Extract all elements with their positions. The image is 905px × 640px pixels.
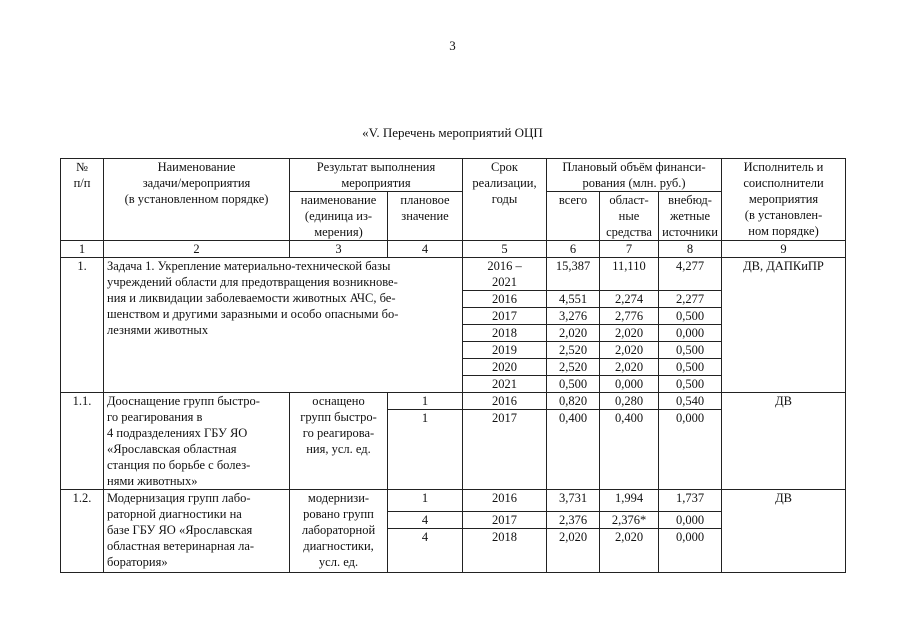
m11-year: 2016 xyxy=(463,393,547,410)
m11-extra: 0,540 xyxy=(659,393,722,410)
text-line: 2021 xyxy=(492,377,517,391)
task1-total: 0,500 xyxy=(547,376,600,393)
header-financing xyxy=(547,159,722,192)
text-line: Дооснащение групп быстро- xyxy=(107,394,260,408)
m12-plan: 4 xyxy=(388,529,463,573)
m11-year: 2017 xyxy=(463,410,547,490)
m12-total: 2,376 xyxy=(547,512,600,529)
task1-regional: 0,000 xyxy=(600,376,659,393)
task1-regional: 2,020 xyxy=(600,325,659,342)
text-line: (единица из- xyxy=(304,209,373,223)
text-line: Наименование xyxy=(157,160,236,174)
text-line: № xyxy=(76,160,88,174)
text-line: Задача 1. Укрепление материально-технической базы xyxy=(107,259,391,273)
task1-extra: 0,500 xyxy=(659,342,722,359)
text-line: (в установлен- xyxy=(744,208,823,222)
header-regional xyxy=(600,192,659,241)
text-line: 2018 xyxy=(492,326,517,340)
text-line: боратория» xyxy=(107,555,168,569)
text-line: мероприятия xyxy=(748,192,819,206)
text-line: лезнями животных xyxy=(107,323,209,337)
measure-1-1-row xyxy=(61,393,846,410)
header-result xyxy=(290,159,463,192)
m11-text xyxy=(104,393,290,490)
task1-regional: 2,776 xyxy=(600,308,659,325)
column-number-row xyxy=(61,241,846,258)
text-line: ния и ликвидации заболеваемости животных АЧС, бе- xyxy=(107,291,396,305)
col-number: 9 xyxy=(722,241,846,258)
text-line: Исполнитель и xyxy=(743,160,824,174)
m12-regional: 2,020 xyxy=(600,529,659,573)
text-line: модернизи- xyxy=(307,491,370,505)
task1-year xyxy=(463,308,547,325)
text-line: шенством и другими заразными и особо опасными бо- xyxy=(107,307,399,321)
col-number: 6 xyxy=(547,241,600,258)
m12-num: 1.2. xyxy=(61,490,104,573)
task1-total: 2,520 xyxy=(547,359,600,376)
m12-year: 2016 xyxy=(463,490,547,512)
m12-regional: 2,376* xyxy=(600,512,659,529)
col-number: 7 xyxy=(600,241,659,258)
task1-regional: 11,110 xyxy=(600,258,659,291)
text-line: реализации, xyxy=(472,176,537,190)
col-number: 1 xyxy=(61,241,104,258)
col-number: 2 xyxy=(104,241,290,258)
text-line: плановое xyxy=(400,193,450,207)
text-line: го реагирования в xyxy=(107,410,203,424)
task1-regional: 2,274 xyxy=(600,291,659,308)
m12-text xyxy=(104,490,290,573)
text-line: базе ГБУ ЯО «Ярославская xyxy=(107,523,253,537)
text-line: станция по борьбе с болез- xyxy=(107,458,251,472)
text-line: годы xyxy=(491,192,518,206)
m11-regional: 0,400 xyxy=(600,410,659,490)
m12-executor: ДВ xyxy=(722,490,846,573)
header-total: всего xyxy=(547,192,600,241)
text-line: источники xyxy=(662,225,718,239)
header-result-plan xyxy=(388,192,463,241)
task1-regional: 2,020 xyxy=(600,342,659,359)
header-extrabudget xyxy=(659,192,722,241)
text-line: лабораторной xyxy=(301,523,376,537)
col-number: 3 xyxy=(290,241,388,258)
header-executor xyxy=(722,159,846,241)
text-line: ровано групп xyxy=(303,507,374,521)
m12-extra: 0,000 xyxy=(659,512,722,529)
text-line: ные xyxy=(618,209,640,223)
text-line: жетные xyxy=(669,209,711,223)
m12-extra: 0,000 xyxy=(659,529,722,573)
document-title: «V. Перечень мероприятий ОЦП xyxy=(362,125,543,140)
text-line: 2021 xyxy=(492,275,517,289)
task1-year xyxy=(463,258,547,291)
col-number: 4 xyxy=(388,241,463,258)
m12-regional: 1,994 xyxy=(600,490,659,512)
task1-extra: 4,277 xyxy=(659,258,722,291)
m11-regional: 0,280 xyxy=(600,393,659,410)
text-line: 2016 xyxy=(492,292,517,306)
task1-year xyxy=(463,325,547,342)
text-line: 2020 xyxy=(492,360,517,374)
task1-total: 3,276 xyxy=(547,308,600,325)
task1-extra: 0,500 xyxy=(659,376,722,393)
m12-total: 2,020 xyxy=(547,529,600,573)
text-line: ном порядке) xyxy=(748,224,819,238)
task1-regional: 2,020 xyxy=(600,359,659,376)
text-line: диагностики, xyxy=(303,539,374,553)
text-line: раторной диагностики на xyxy=(107,507,242,521)
task1-executor: ДВ, ДАПКиПР xyxy=(722,258,846,393)
page-number: 3 xyxy=(449,38,456,53)
text-line: областная ветеринарная ла- xyxy=(107,539,255,553)
m12-year: 2018 xyxy=(463,529,547,573)
text-line: 4 подразделениях ГБУ ЯО xyxy=(107,426,248,440)
m12-extra: 1,737 xyxy=(659,490,722,512)
task1-extra: 2,277 xyxy=(659,291,722,308)
text-line: мероприятия xyxy=(341,176,411,190)
text-line: внебюд- xyxy=(668,193,712,207)
m12-year: 2017 xyxy=(463,512,547,529)
m11-num: 1.1. xyxy=(61,393,104,490)
header-name xyxy=(104,159,290,241)
task1-year xyxy=(463,376,547,393)
task1-total: 15,387 xyxy=(547,258,600,291)
m11-executor: ДВ xyxy=(722,393,846,490)
header-term xyxy=(463,159,547,241)
m11-total: 0,400 xyxy=(547,410,600,490)
header-num xyxy=(61,159,104,241)
text-line: задачи/мероприятия xyxy=(142,176,251,190)
task1-extra: 0,000 xyxy=(659,325,722,342)
measure-1-2-row xyxy=(61,490,846,512)
text-line: оснащено xyxy=(312,394,365,408)
text-line: Срок xyxy=(491,160,518,174)
task1-extra: 0,500 xyxy=(659,308,722,325)
task1-total: 2,020 xyxy=(547,325,600,342)
m11-result xyxy=(290,393,388,490)
text-line: ния, усл. ед. xyxy=(306,442,371,456)
m12-result xyxy=(290,490,388,573)
text-line: соисполнители xyxy=(743,176,824,190)
m11-plan: 1 xyxy=(388,393,463,410)
m11-plan: 1 xyxy=(388,410,463,490)
text-line: мерения) xyxy=(314,225,363,239)
text-line: п/п xyxy=(73,176,91,190)
text-line: Результат выполнения xyxy=(316,160,436,174)
task1-year xyxy=(463,291,547,308)
text-line: го реагирова- xyxy=(302,426,375,440)
task1-extra: 0,500 xyxy=(659,359,722,376)
task1-text xyxy=(104,258,463,393)
col-number: 5 xyxy=(463,241,547,258)
header-result-name xyxy=(290,192,388,241)
task1-year xyxy=(463,359,547,376)
text-line: средства xyxy=(606,225,652,239)
m12-total: 3,731 xyxy=(547,490,600,512)
m12-plan: 4 xyxy=(388,512,463,529)
text-line: област- xyxy=(609,193,649,207)
text-line: рования (млн. руб.) xyxy=(582,176,686,190)
text-line: 2016 – xyxy=(487,259,522,273)
task1-year xyxy=(463,342,547,359)
col-number: 8 xyxy=(659,241,722,258)
measures-table xyxy=(60,158,846,573)
text-line: учреждений области для предотвращения возникнове- xyxy=(107,275,398,289)
text-line: значение xyxy=(401,209,449,223)
text-line: Модернизация групп лабо- xyxy=(107,491,251,505)
text-line: нями животных» xyxy=(107,474,198,488)
task1-num: 1. xyxy=(61,258,104,393)
task1-row xyxy=(61,258,846,291)
text-line: 2019 xyxy=(492,343,517,357)
task1-total: 2,520 xyxy=(547,342,600,359)
text-line: Плановый объём финанси- xyxy=(562,160,706,174)
m12-plan: 1 xyxy=(388,490,463,512)
text-line: «Ярославская областная xyxy=(107,442,237,456)
m11-total: 0,820 xyxy=(547,393,600,410)
text-line: 2017 xyxy=(492,309,517,323)
text-line: (в установленном порядке) xyxy=(124,192,269,206)
m11-extra: 0,000 xyxy=(659,410,722,490)
text-line: наименование xyxy=(300,193,377,207)
text-line: групп быстро- xyxy=(300,410,377,424)
task1-total: 4,551 xyxy=(547,291,600,308)
text-line: усл. ед. xyxy=(318,555,359,569)
